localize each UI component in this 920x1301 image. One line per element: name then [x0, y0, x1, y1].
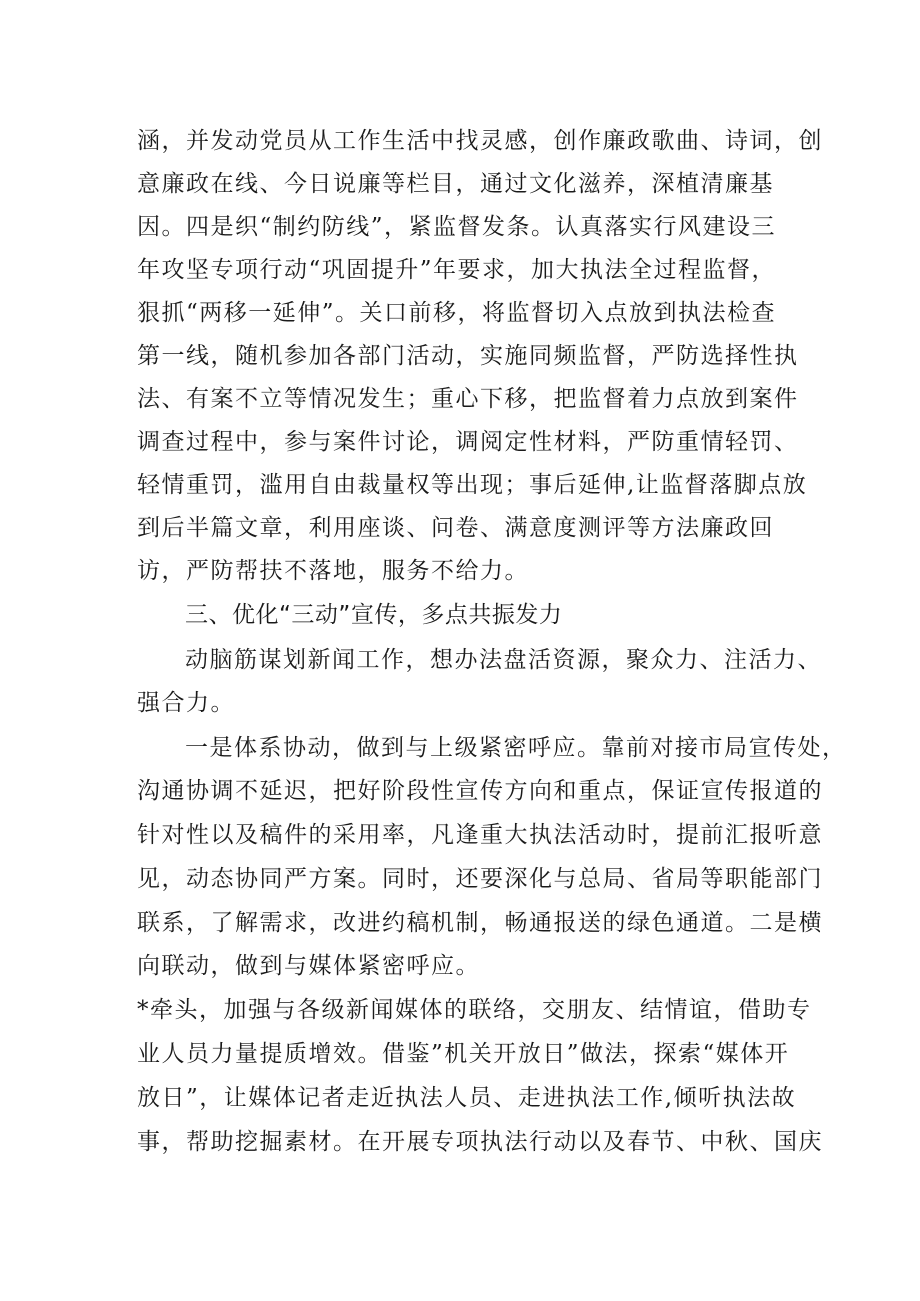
paragraph-3-line-2: 沟通协调不延迟，把好阶段性宣传方向和重点，保证宣传报道的 [137, 778, 823, 804]
paragraph-3-line-4: 见，动态协同严方案。同时，还要深化与总局、省局等职能部门 [137, 866, 823, 892]
paragraph-4-line-4: 事，帮助挖掘素材。在开展专项执法行动以及春节、中秋、国庆 [137, 1129, 823, 1155]
paragraph-1-line-4: 年攻坚专项行动“巩固提升”年要求，加大执法全过程监督， [137, 257, 777, 283]
paragraph-2-line-2: 强合力。 [137, 690, 235, 716]
paragraph-3-line-6: 向联动，做到与媒体紧密呼应。 [137, 953, 480, 979]
paragraph-1-line-1: 涵，并发动党员从工作生活中找灵感，创作廉政歌曲、诗词，创 [137, 128, 823, 154]
paragraph-1-line-7: 法、有案不立等情况发生；重心下移，把监督着力点放到案件 [137, 386, 799, 412]
paragraph-3-line-1: 一是体系协动，做到与上级紧密呼应。靠前对接市局宣传处， [185, 735, 847, 761]
paragraph-1-line-5: 狠抓“两移一延伸”。关口前移，将监督切入点放到执法检查 [137, 300, 777, 326]
paragraph-2-line-1: 动脑筋谋划新闻工作，想办法盘活资源，聚众力、注活力、 [185, 647, 822, 673]
paragraph-1-line-9: 轻情重罚，滥用自由裁量权等出现；事后延伸,让监督落脚点放 [137, 472, 808, 498]
section-heading: 三、优化“三动”宣传，多点共振发力 [185, 602, 563, 628]
paragraph-1-line-2: 意廉政在线、今日说廉等栏目，通过文化滋养，深植清廉基 [137, 171, 774, 197]
paragraph-1-line-8: 调查过程中，参与案件讨论，调阅定性材料，严防重情轻罚、 [137, 429, 799, 455]
paragraph-4-line-3: 放日”，让媒体记者走近执法人员、走进执法工作,倾听执法故 [137, 1085, 797, 1111]
paragraph-1-line-11: 访，严防帮扶不落地，服务不给力。 [137, 558, 529, 584]
paragraph-1-line-6: 第一线，随机参加各部门活动，实施同频监督，严防选择性执 [137, 343, 799, 369]
paragraph-4-line-1: *牵头，加强与各级新闻媒体的联络，交朋友、结情谊，借助专 [137, 997, 812, 1023]
paragraph-3-line-3: 针对性以及稿件的采用率，凡逢重大执法活动时，提前汇报听意 [137, 822, 823, 848]
paragraph-3-line-5: 联系，了解需求，改进约稿机制，畅通报送的绿色通道。二是横 [137, 910, 823, 936]
paragraph-1-line-10: 到后半篇文章，利用座谈、问卷、满意度测评等方法廉政回 [137, 515, 774, 541]
paragraph-1-line-3: 因。四是织“制约防线”，紧监督发条。认真落实行风建设三 [137, 214, 777, 240]
paragraph-4-line-2: 业人员力量提质增效。借鉴”机关开放日”做法，探索“媒体开 [137, 1041, 790, 1067]
